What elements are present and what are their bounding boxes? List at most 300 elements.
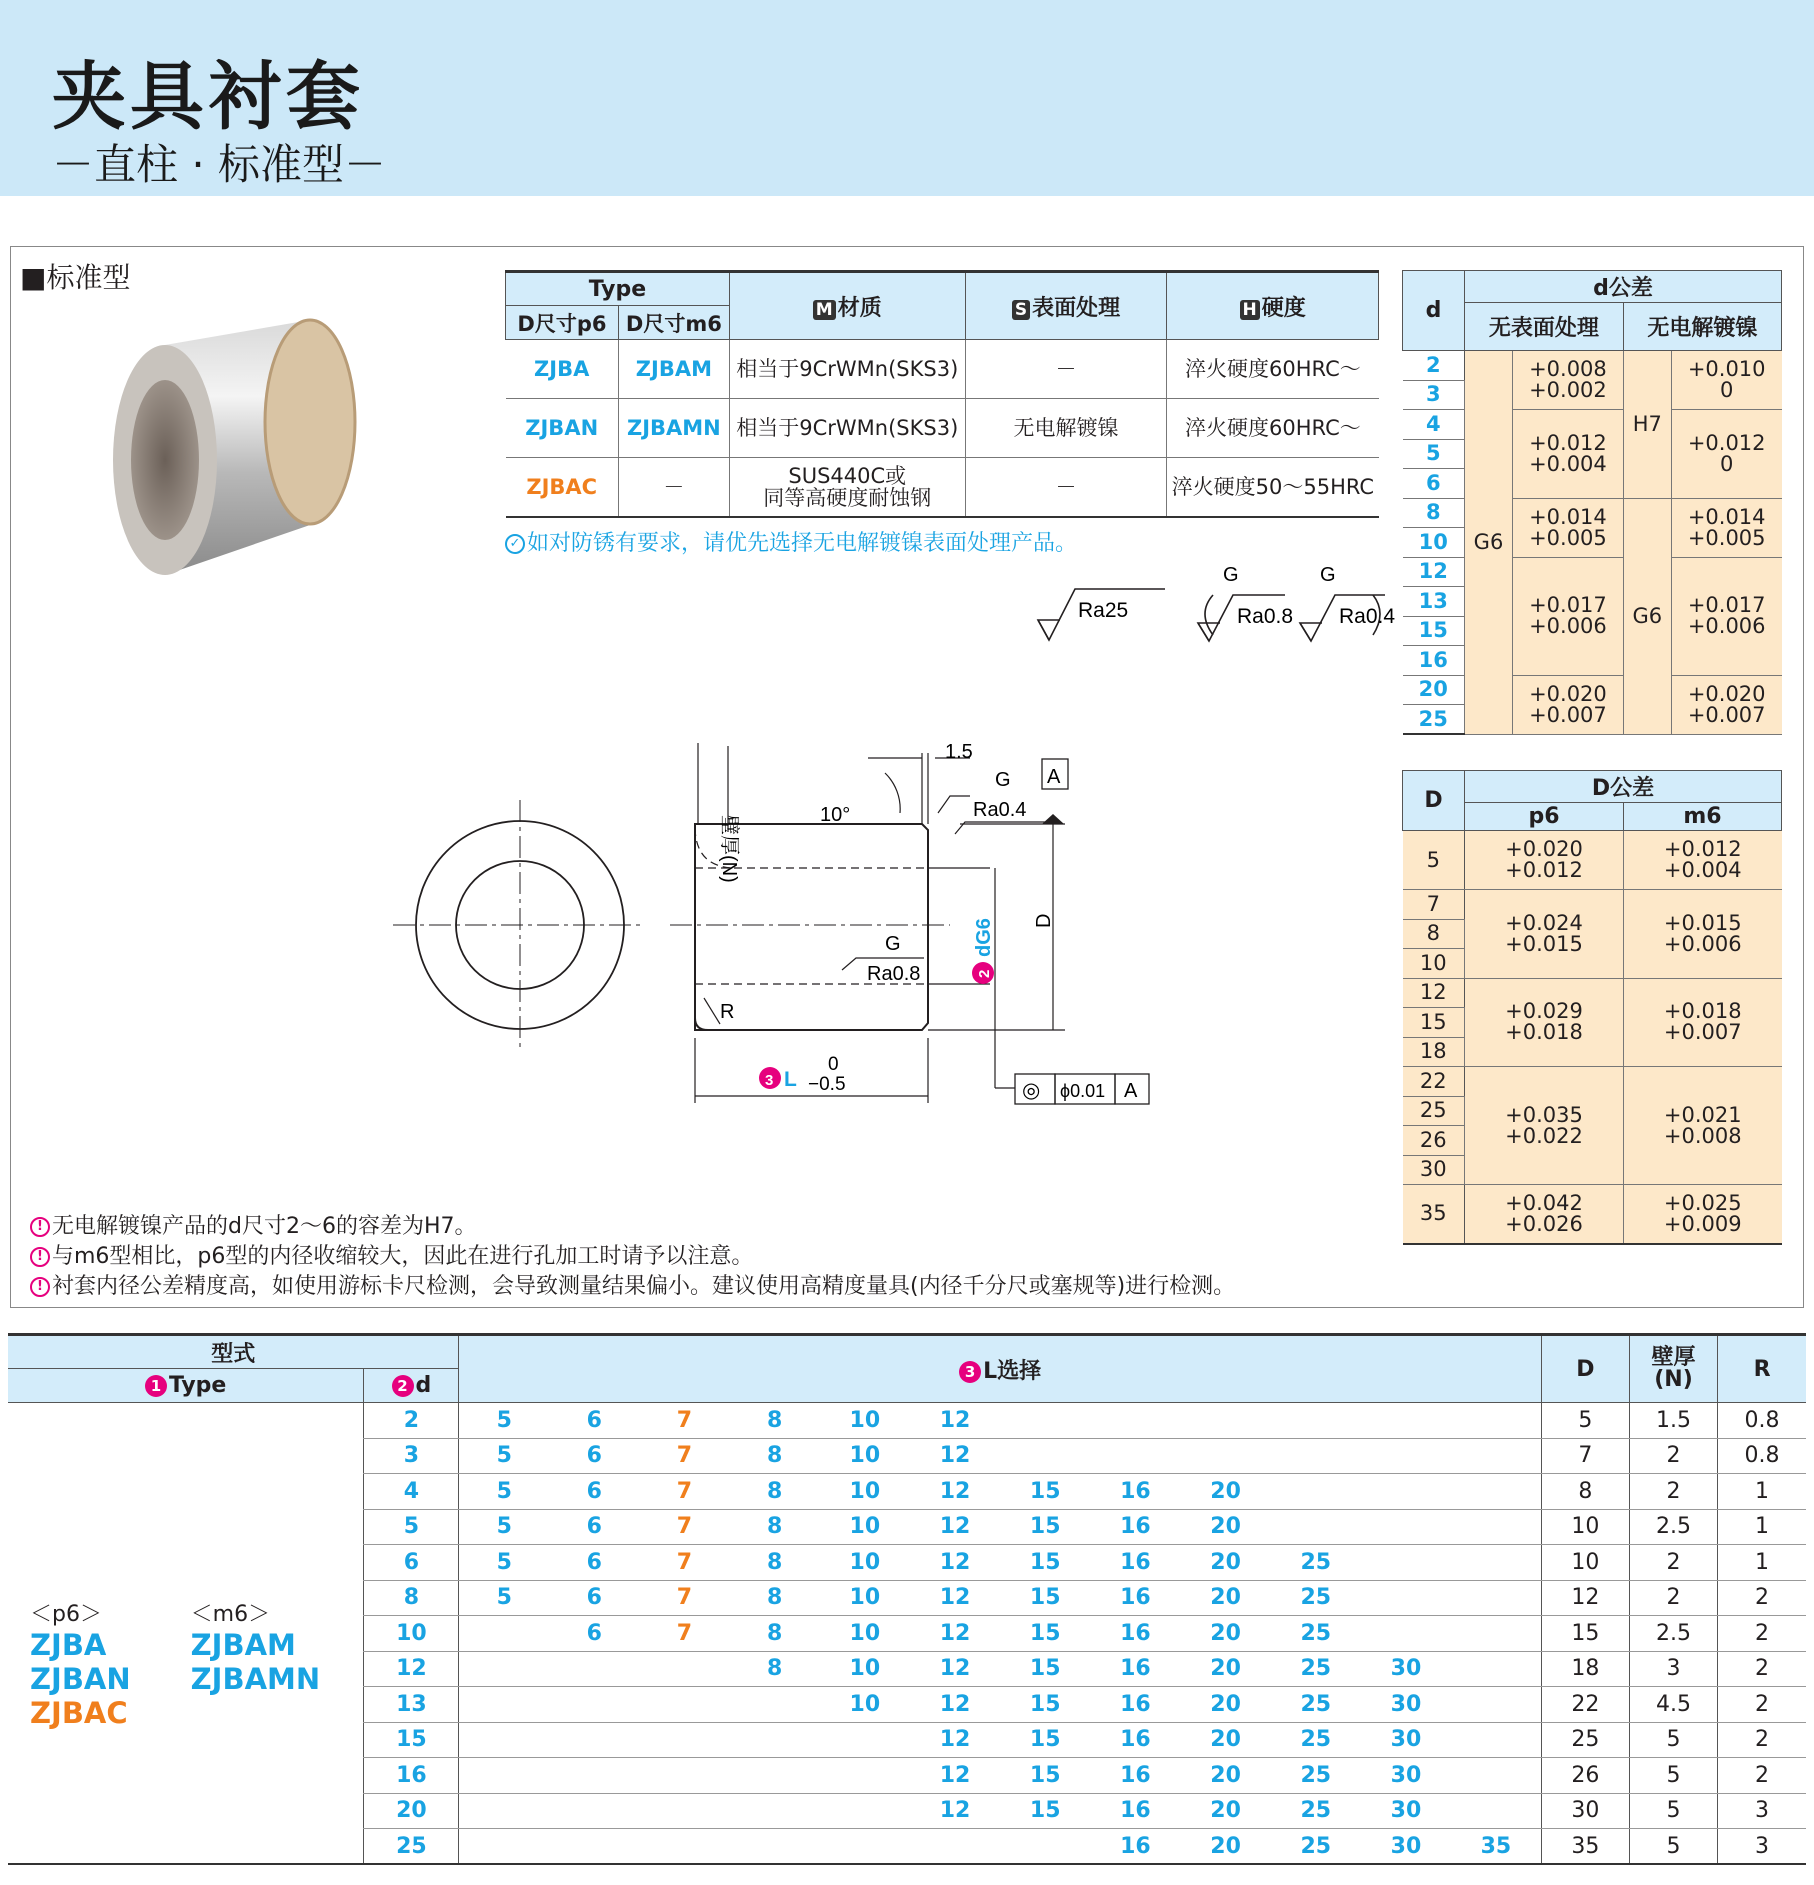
D-value: 8 — [1541, 1474, 1629, 1510]
table-row — [506, 399, 1379, 458]
page-title: 夹具衬套 — [52, 54, 364, 140]
L-value — [820, 1722, 910, 1758]
L-value: 16 — [1090, 1687, 1180, 1723]
R-value: 1 — [1718, 1545, 1806, 1581]
L-value: 12 — [910, 1651, 1000, 1687]
fit-g6-ni: G6 — [1623, 498, 1671, 734]
material-cell: 相当于9CrWMn(SKS3) — [729, 340, 965, 399]
L-value: 30 — [1361, 1758, 1451, 1794]
wall-value: 5 — [1629, 1793, 1717, 1829]
L-value: 16 — [1090, 1474, 1180, 1510]
L-value: 20 — [1180, 1758, 1270, 1794]
tol-ni-cell — [1671, 557, 1781, 675]
ra-top-label: Ra0.4 — [973, 799, 1027, 821]
L-value: 8 — [730, 1474, 820, 1510]
R-value: 2 — [1718, 1616, 1806, 1652]
tol-lower: +0.006 — [1687, 614, 1766, 638]
L-value: 5 — [459, 1474, 549, 1510]
L-value — [1451, 1403, 1541, 1439]
wall-value: 5 — [1629, 1758, 1717, 1794]
L-value: 6 — [549, 1509, 639, 1545]
wall-header: 壁厚 (N) — [1629, 1335, 1717, 1403]
D-header: D — [1541, 1335, 1629, 1403]
L-value: 7 — [639, 1545, 729, 1581]
radius-label: R — [720, 1001, 735, 1023]
no-surface-header: 无表面处理 — [1465, 303, 1624, 351]
D-value: 12 — [1541, 1580, 1629, 1616]
D-value: 15 — [1541, 1616, 1629, 1652]
tol-ni-cell — [1671, 351, 1781, 410]
tol-none-cell — [1513, 675, 1624, 734]
wall-value: 4.5 — [1629, 1687, 1717, 1723]
tol-lower: 0 — [1719, 451, 1734, 476]
d-value: 16 — [1403, 646, 1465, 676]
ra-mid-label: Ra0.8 — [867, 963, 921, 985]
d-tolerance-table — [1402, 270, 1782, 735]
L-value: 7 — [639, 1403, 729, 1439]
type-code: ZJBAMN — [190, 1661, 321, 1696]
L-value — [910, 1829, 1000, 1865]
d-value: 12 — [1403, 557, 1465, 587]
L-value — [1361, 1403, 1451, 1439]
D-value: 35 — [1403, 1185, 1465, 1244]
L-value — [1451, 1580, 1541, 1616]
wall-value: 2 — [1629, 1474, 1717, 1510]
table-row — [1403, 410, 1782, 440]
L-value — [730, 1687, 820, 1723]
L-value — [639, 1793, 729, 1829]
L-value: 25 — [1271, 1793, 1361, 1829]
L-value: 15 — [1000, 1509, 1090, 1545]
tol-lower: +0.008 — [1663, 1123, 1742, 1148]
surface-cell: － — [965, 458, 1167, 517]
L-value: 25 — [1271, 1580, 1361, 1616]
L-value: 6 — [549, 1580, 639, 1616]
L-value: 15 — [1000, 1687, 1090, 1723]
L-value — [639, 1722, 729, 1758]
L-value: 12 — [910, 1438, 1000, 1474]
type-header — [8, 1369, 364, 1403]
tol-lower: +0.006 — [1663, 931, 1742, 956]
tol-lower: +0.026 — [1505, 1211, 1583, 1236]
note-line: ! 无电解镀镍产品的d尺寸2～6的容差为H7。 — [30, 1212, 1235, 1242]
L-value — [1451, 1793, 1541, 1829]
D-value: 25 — [1403, 1096, 1465, 1126]
angle-label: 10° — [820, 804, 851, 826]
tol-ni-cell — [1671, 498, 1781, 557]
wall-value: 2.5 — [1629, 1616, 1717, 1652]
L-value — [549, 1651, 639, 1687]
L-value: 7 — [639, 1438, 729, 1474]
L-value: 5 — [459, 1545, 549, 1581]
L-value: 25 — [1271, 1829, 1361, 1865]
L-value: 20 — [1180, 1793, 1270, 1829]
D-value: 18 — [1541, 1651, 1629, 1687]
type-material-table — [505, 270, 1379, 518]
L-value — [1000, 1438, 1090, 1474]
tol-lower: +0.006 — [1529, 614, 1607, 638]
tol-upper: +0.021 — [1663, 1102, 1742, 1127]
L-value — [459, 1793, 549, 1829]
L-value — [1451, 1616, 1541, 1652]
L-value — [639, 1687, 729, 1723]
L-value: 12 — [910, 1403, 1000, 1439]
L-value: 30 — [1361, 1651, 1451, 1687]
L-value: 6 — [549, 1616, 639, 1652]
roughness-g2: G — [1320, 564, 1336, 586]
tol-lower: +0.005 — [1529, 525, 1607, 550]
L-value: 12 — [910, 1509, 1000, 1545]
tol-upper: +0.017 — [1529, 593, 1607, 617]
type-code: ZJBAM — [190, 1627, 296, 1662]
L-value: 25 — [1271, 1722, 1361, 1758]
L-value: 10 — [820, 1651, 910, 1687]
material-cell: 相当于9CrWMn(SKS3) — [729, 399, 965, 458]
d-value: 3 — [364, 1438, 459, 1474]
L-value — [730, 1758, 820, 1794]
table-row — [1403, 498, 1782, 528]
L-value: 10 — [820, 1616, 910, 1652]
table-row — [506, 458, 1379, 517]
R-value: 1 — [1718, 1474, 1806, 1510]
L-dimension-label: L — [784, 1068, 797, 1091]
L-value — [1451, 1758, 1541, 1794]
L-value — [1361, 1616, 1451, 1652]
type-label: Type — [168, 1373, 227, 1398]
L-value: 8 — [730, 1509, 820, 1545]
table-row — [1403, 557, 1782, 587]
chamfer-label: 1.5 — [945, 741, 973, 763]
d-value: 10 — [364, 1616, 459, 1652]
tol-lower: +0.009 — [1663, 1211, 1742, 1236]
L-value: 12 — [910, 1793, 1000, 1829]
L-value: 20 — [1180, 1687, 1270, 1723]
section-label: ■标准型 — [20, 261, 131, 294]
num-badge: 2 — [392, 1375, 414, 1397]
d-header — [364, 1369, 459, 1403]
roughness-ra2: Ra0.4 — [1339, 605, 1396, 628]
L-value: 6 — [549, 1403, 639, 1439]
tol-lower: +0.018 — [1505, 1020, 1583, 1045]
L-value: 15 — [1000, 1758, 1090, 1794]
L-value: 16 — [1090, 1580, 1180, 1616]
tol-ni-cell — [1671, 410, 1781, 499]
tol-lower: +0.015 — [1505, 931, 1583, 956]
L-value: 10 — [820, 1474, 910, 1510]
L-tol-upper: 0 — [828, 1054, 839, 1075]
R-value: 1 — [1718, 1509, 1806, 1545]
L-value: 15 — [1000, 1793, 1090, 1829]
tol-upper: +0.025 — [1663, 1190, 1742, 1215]
L-value: 12 — [910, 1616, 1000, 1652]
R-value: 2 — [1718, 1722, 1806, 1758]
L-value — [1451, 1474, 1541, 1510]
fit-g6: G6 — [1465, 351, 1513, 735]
L-value — [459, 1651, 549, 1687]
L-value: 8 — [730, 1438, 820, 1474]
type-code: ZJBAC — [30, 1695, 128, 1730]
L-value — [820, 1758, 910, 1794]
L-value: 15 — [1000, 1616, 1090, 1652]
material-header: M 材质 — [729, 272, 965, 340]
surface-header: S 表面处理 — [965, 272, 1167, 340]
L-value — [639, 1758, 729, 1794]
L-value: 12 — [910, 1580, 1000, 1616]
tip-icon: ! — [30, 1217, 50, 1237]
tol-upper: +0.029 — [1505, 999, 1583, 1024]
L-value — [820, 1829, 910, 1865]
tol-upper: +0.024 — [1505, 910, 1583, 935]
d-value: 4 — [1403, 410, 1465, 440]
D-value: 35 — [1541, 1829, 1629, 1865]
g-mid-label: G — [885, 933, 901, 955]
table-row — [1403, 978, 1782, 1008]
d-value: 12 — [364, 1651, 459, 1687]
wall-value: 5 — [1629, 1722, 1717, 1758]
D-value: 26 — [1403, 1126, 1465, 1156]
notes-block — [30, 1212, 1235, 1302]
d-value: 4 — [364, 1474, 459, 1510]
tol-upper: +0.020 — [1505, 837, 1583, 861]
L-value: 7 — [639, 1474, 729, 1510]
D-value: 8 — [1403, 919, 1465, 949]
tol-lower: +0.004 — [1529, 451, 1607, 476]
tol-ni-cell — [1671, 675, 1781, 734]
num-badge: 3 — [959, 1361, 981, 1383]
product-photo — [105, 315, 370, 585]
tol-m6-cell — [1624, 1067, 1782, 1185]
concentricity-icon: ◎ — [1022, 1079, 1041, 1102]
L-value: 12 — [910, 1545, 1000, 1581]
tol-upper: +0.014 — [1529, 504, 1607, 529]
L-value — [549, 1722, 639, 1758]
d-col-header: d — [1403, 271, 1465, 351]
tol-none-cell — [1513, 351, 1624, 410]
L-value: 35 — [1451, 1829, 1541, 1865]
tol-upper: +0.008 — [1529, 357, 1607, 381]
wall-value: 2.5 — [1629, 1509, 1717, 1545]
num-badge: 1 — [145, 1375, 167, 1397]
L-value: 8 — [730, 1545, 820, 1581]
tol-p6-cell — [1465, 1185, 1624, 1244]
D-value: 25 — [1541, 1722, 1629, 1758]
type-code: ZJBAN — [30, 1661, 131, 1696]
technical-drawing — [390, 728, 1180, 1118]
tip-icon: ✓ — [505, 534, 525, 554]
L-value: 25 — [1271, 1758, 1361, 1794]
L-value: 7 — [639, 1580, 729, 1616]
D-value: 12 — [1403, 978, 1465, 1008]
L-value: 16 — [1090, 1616, 1180, 1652]
note-line: ! 衬套内径公差精度高，如使用游标卡尺检测，会导致测量结果偏小。建议使用高精度量具(内径千分尺或塞规等)进行检测。 — [30, 1272, 1235, 1302]
L-value: 16 — [1090, 1722, 1180, 1758]
tol-upper: +0.020 — [1529, 681, 1607, 706]
L-value: 10 — [820, 1580, 910, 1616]
D-value: 30 — [1403, 1155, 1465, 1185]
L-value — [549, 1758, 639, 1794]
tol-lower: +0.004 — [1663, 858, 1742, 882]
L-value — [1451, 1545, 1541, 1581]
L-value — [1451, 1651, 1541, 1687]
L-value — [1271, 1474, 1361, 1510]
d-value: 8 — [364, 1580, 459, 1616]
type-code: ZJBAN — [506, 399, 619, 458]
tol-upper: +0.012 — [1687, 430, 1766, 455]
model-header: 型式 — [8, 1335, 459, 1369]
L-value: 7 — [639, 1616, 729, 1652]
L-value — [459, 1722, 549, 1758]
d-value: 25 — [1403, 705, 1465, 735]
g-top-label: G — [995, 769, 1011, 791]
tol-p6-cell — [1465, 1067, 1624, 1185]
roughness-g1: G — [1223, 564, 1239, 586]
L-value: 15 — [1000, 1722, 1090, 1758]
L-value: 10 — [820, 1438, 910, 1474]
tol-upper: +0.042 — [1505, 1190, 1583, 1215]
hardness-cell: 淬火硬度60HRC～ — [1167, 399, 1379, 458]
roughness-ra1: Ra0.8 — [1237, 605, 1294, 628]
L-num-badge: 3 — [765, 1072, 774, 1089]
table-row — [1403, 1067, 1782, 1097]
tol-lower: +0.007 — [1663, 1020, 1742, 1045]
D-tol-title: D公差 — [1465, 771, 1782, 803]
D-value: 7 — [1403, 890, 1465, 920]
L-value — [1090, 1403, 1180, 1439]
L-value — [1451, 1687, 1541, 1723]
R-value: 3 — [1718, 1793, 1806, 1829]
tol-upper: +0.015 — [1663, 910, 1742, 935]
D-value: 5 — [1541, 1403, 1629, 1439]
material-cell: SUS440C或 同等高硬度耐蚀钢 — [729, 458, 965, 517]
d-value: 2 — [1403, 351, 1465, 381]
L-value — [730, 1793, 820, 1829]
L-value — [1180, 1438, 1270, 1474]
surface-cell: － — [965, 340, 1167, 399]
L-value — [1361, 1545, 1451, 1581]
table-row — [1403, 675, 1782, 705]
type-list-cell — [8, 1403, 364, 1865]
L-value: 10 — [820, 1545, 910, 1581]
d-value: 15 — [364, 1722, 459, 1758]
D-value: 26 — [1541, 1758, 1629, 1794]
L-value: 5 — [459, 1438, 549, 1474]
rust-note: ✓ 如对防锈有要求，请优先选择无电解镀镍表面处理产品。 — [505, 526, 1077, 557]
L-value — [1000, 1829, 1090, 1865]
surface-cell: 无电解镀镍 — [965, 399, 1167, 458]
L-value — [639, 1829, 729, 1865]
hardness-cell: 淬火硬度50～55HRC — [1167, 458, 1379, 517]
tol-lower: +0.022 — [1505, 1123, 1583, 1148]
d-value: 20 — [1403, 675, 1465, 705]
type-code: ZJBAMN — [618, 399, 729, 458]
L-value: 15 — [1000, 1474, 1090, 1510]
tol-m6-cell — [1624, 978, 1782, 1067]
wall-thickness-label: 壁厚(N) — [718, 815, 740, 883]
D-value: 7 — [1541, 1438, 1629, 1474]
roughness-main: Ra25 — [1078, 599, 1129, 622]
D-dimension-label: D — [1033, 913, 1055, 928]
d-tol-title: d公差 — [1465, 271, 1782, 303]
type-code: ZJBAM — [618, 340, 729, 399]
L-value: 10 — [820, 1687, 910, 1723]
tol-lower: +0.012 — [1505, 858, 1583, 882]
tol-lower: +0.002 — [1529, 378, 1607, 402]
L-value — [1451, 1722, 1541, 1758]
L-value — [820, 1793, 910, 1829]
tol-upper: +0.012 — [1663, 837, 1742, 861]
R-value: 2 — [1718, 1758, 1806, 1794]
fit-h7: H7 — [1623, 351, 1671, 499]
size-selection-table — [8, 1333, 1806, 1865]
tol-upper: +0.035 — [1505, 1102, 1583, 1127]
D-value: 22 — [1403, 1067, 1465, 1097]
L-value: 16 — [1090, 1793, 1180, 1829]
tol-lower: +0.005 — [1687, 525, 1766, 550]
wall-value: 2 — [1629, 1438, 1717, 1474]
roughness-symbols — [1035, 555, 1396, 645]
tol-upper: +0.020 — [1687, 681, 1766, 706]
table-row — [1403, 831, 1782, 890]
L-value: 5 — [459, 1580, 549, 1616]
tol-none-cell — [1513, 410, 1624, 499]
d-label: d — [415, 1373, 432, 1398]
d-dimension-label: dG6 — [973, 918, 995, 957]
d-value: 5 — [1403, 439, 1465, 469]
d-value: 10 — [1403, 528, 1465, 558]
tol-none-cell — [1513, 498, 1624, 557]
page-subtitle: －直柱 · 标准型－ — [52, 140, 387, 189]
m6-label: ＜m6＞ — [190, 1601, 271, 1627]
p6-header: p6 — [1465, 803, 1624, 831]
L-select-header — [459, 1335, 1541, 1403]
nickel-header: 无电解镀镍 — [1623, 303, 1781, 351]
L-value: 8 — [730, 1616, 820, 1652]
L-value — [549, 1687, 639, 1723]
d-value: 25 — [364, 1829, 459, 1865]
wall-value: 2 — [1629, 1545, 1717, 1581]
tol-m6-cell — [1624, 1185, 1782, 1244]
L-value — [1271, 1438, 1361, 1474]
D-value: 22 — [1541, 1687, 1629, 1723]
table-row — [1403, 351, 1782, 381]
L-value: 30 — [1361, 1687, 1451, 1723]
L-value — [1000, 1403, 1090, 1439]
L-value — [549, 1829, 639, 1865]
type-code: ZJBA — [506, 340, 619, 399]
d-value: 20 — [364, 1793, 459, 1829]
concentricity-datum: A — [1124, 1080, 1138, 1102]
L-value: 8 — [730, 1651, 820, 1687]
L-value — [639, 1651, 729, 1687]
L-value: 16 — [1090, 1758, 1180, 1794]
D-value: 30 — [1541, 1793, 1629, 1829]
L-value: 16 — [1090, 1651, 1180, 1687]
tol-lower: +0.007 — [1687, 702, 1766, 727]
d-value: 6 — [364, 1545, 459, 1581]
tip-icon: ! — [30, 1277, 50, 1297]
D-tolerance-table — [1402, 770, 1782, 1245]
L-value — [1361, 1580, 1451, 1616]
L-value: 10 — [820, 1509, 910, 1545]
L-value: 20 — [1180, 1545, 1270, 1581]
R-header: R — [1718, 1335, 1806, 1403]
table-row — [1403, 890, 1782, 920]
L-value: 8 — [730, 1403, 820, 1439]
tol-p6-cell — [1465, 978, 1624, 1067]
L-value — [730, 1829, 820, 1865]
D-value: 10 — [1541, 1509, 1629, 1545]
table-row — [8, 1403, 1806, 1439]
